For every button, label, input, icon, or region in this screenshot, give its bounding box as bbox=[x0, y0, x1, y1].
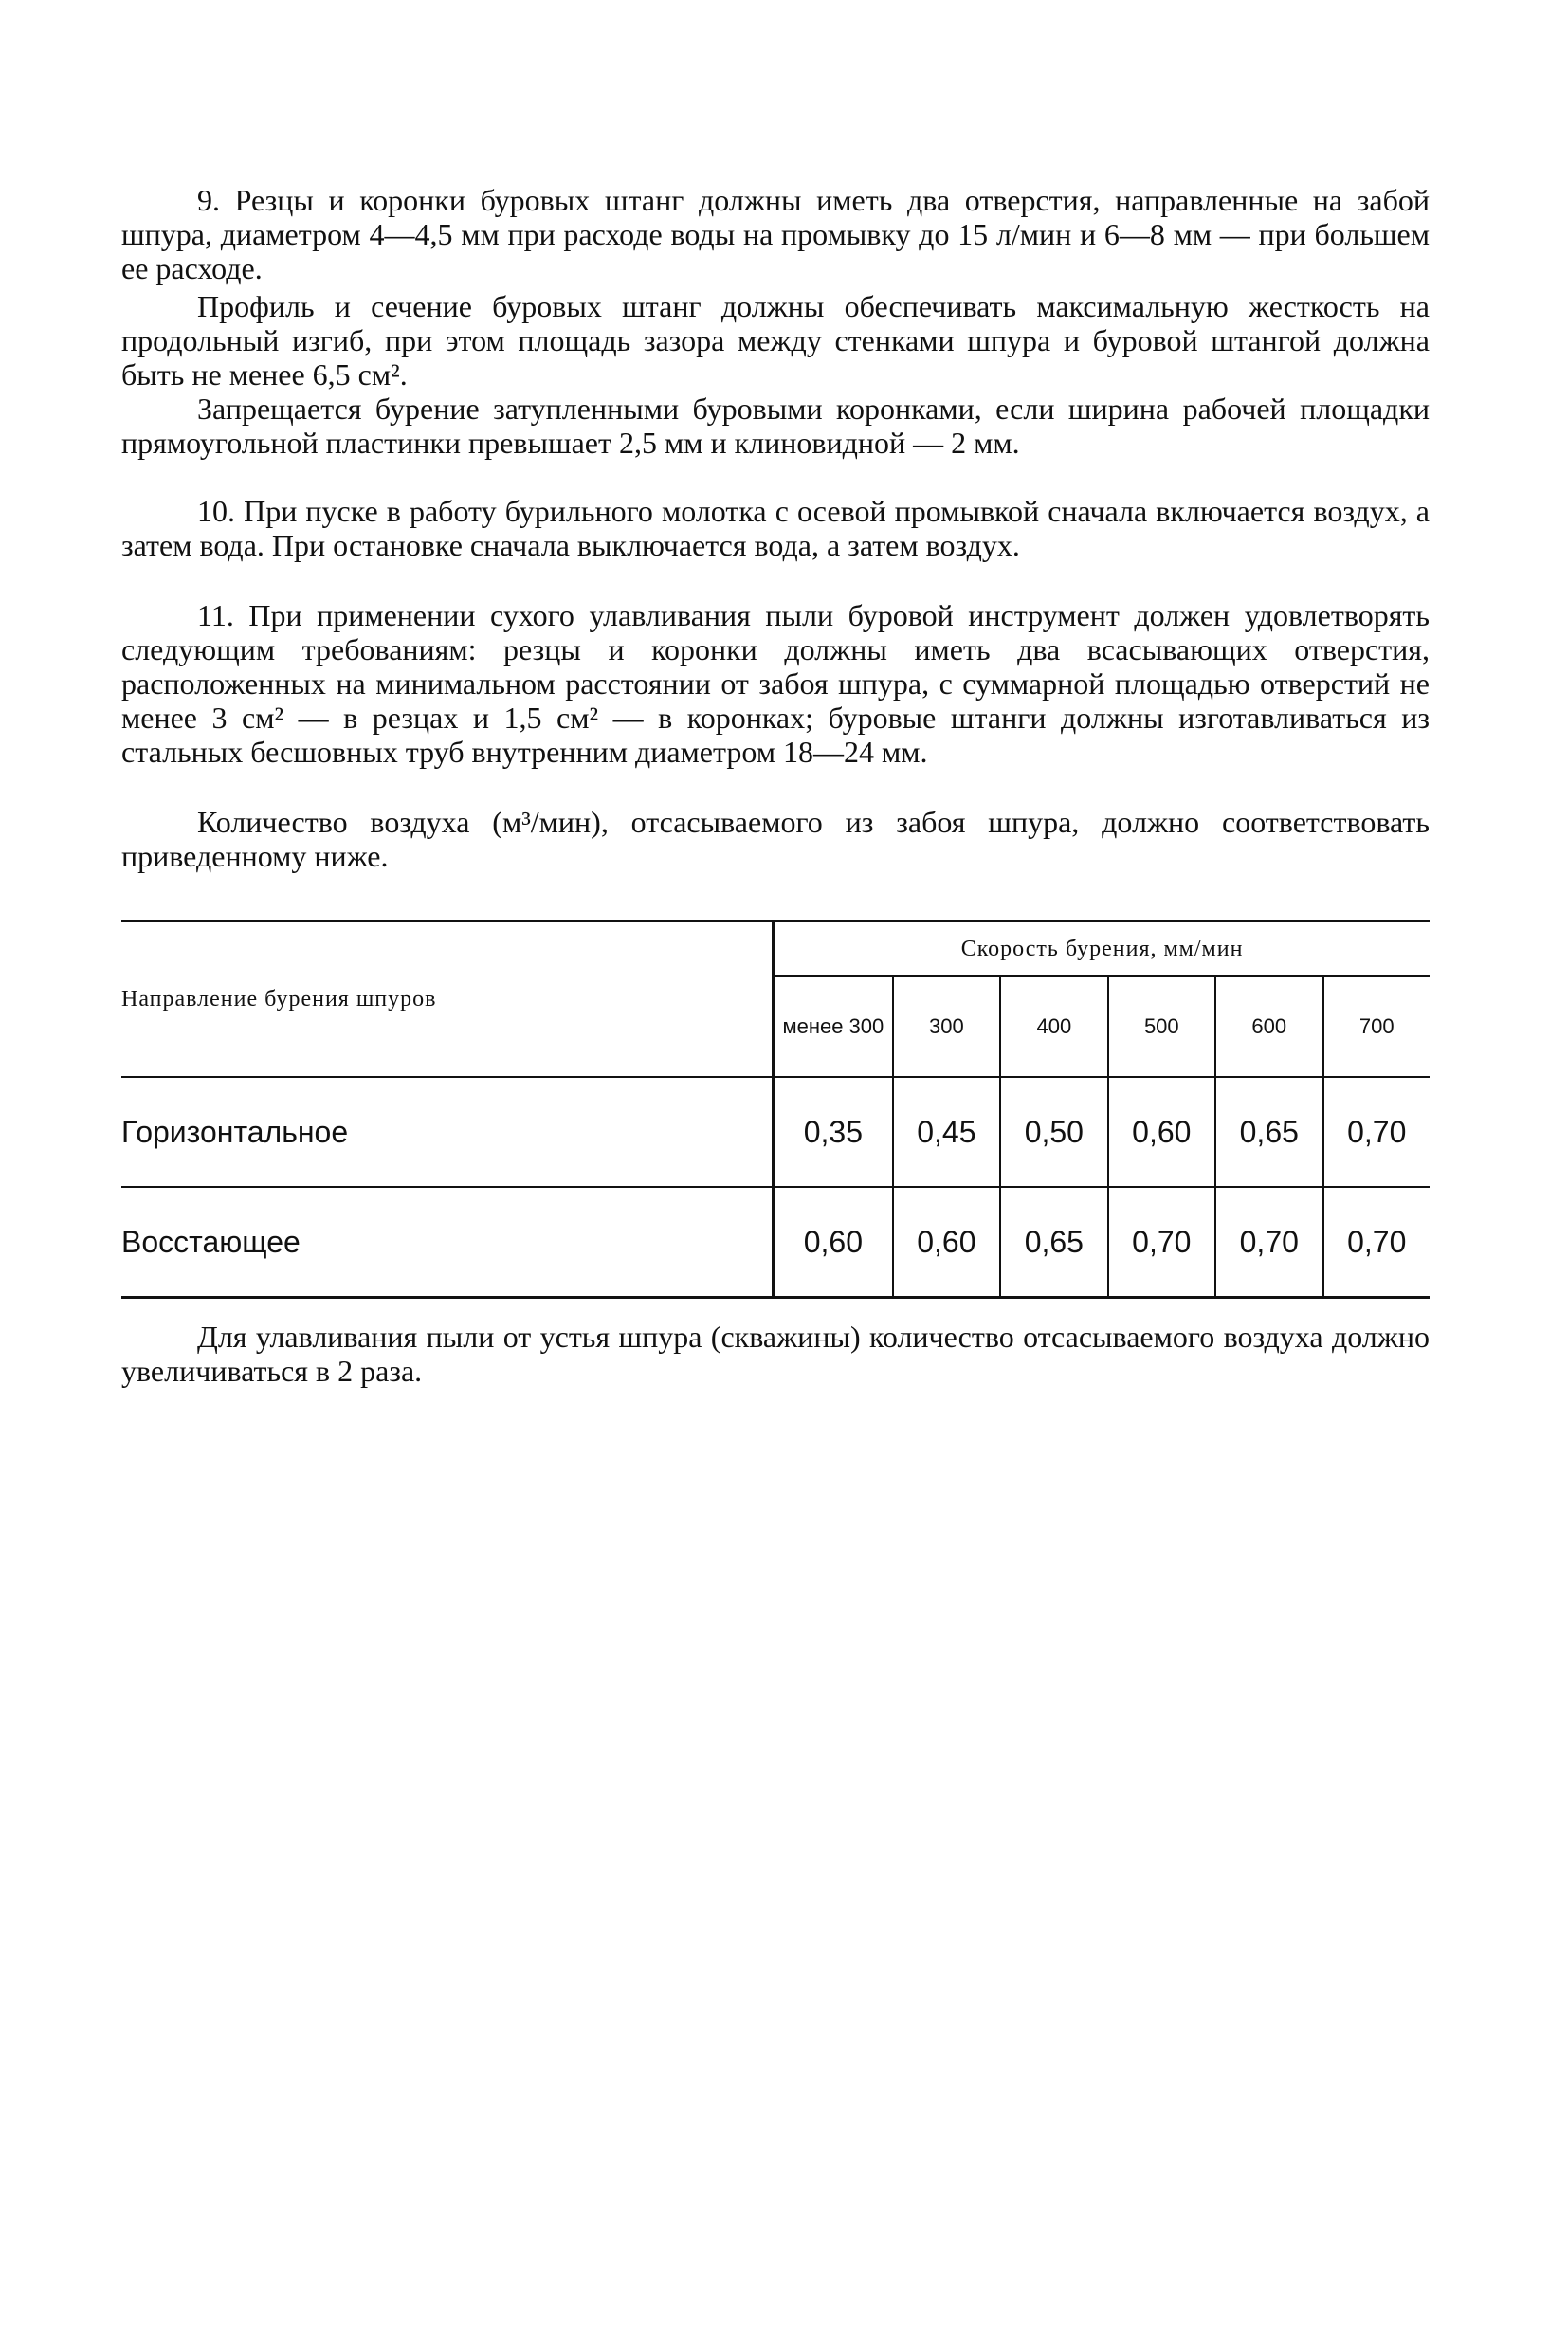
paragraph-11: 11. При применении сухого улавливания пыли буровой инструмент должен удовлетворять следующим требованиям: резцы и коронки должны иметь два всасывающих отверстия, расположенных на минимальном расстоянии от забоя шпура, с суммарной площадью отверстий не менее 3 см² — в резцах и 1,5 см² — в коронках; буровые штанги должны изготавливаться из стальных бесшовных труб внутренним диаметром 18—24 мм. bbox=[121, 598, 1430, 769]
table-cell: 0,35 bbox=[774, 1077, 893, 1187]
paragraph-rod-profile: Профиль и сечение буровых штанг должны обеспечивать максимальную жесткость на продольный изгиб, при этом площадь зазора между стенками шпура и буровой штангой должна быть не менее 6,5 см². bbox=[121, 289, 1430, 392]
paragraph-blunt-bits: Запрещается бурение затупленными буровыми коронками, если ширина рабочей площадки прямоугольной пластинки превышает 2,5 мм и клиновидной — 2 мм. bbox=[121, 392, 1430, 460]
air-quantity-table bbox=[121, 920, 1430, 1299]
paragraph-dust-collection: Для улавливания пыли от устья шпура (скважины) количество отсасываемого воздуха должно увеличиваться в 2 раза. bbox=[121, 1320, 1430, 1388]
speed-header-cell: 600 bbox=[1215, 976, 1322, 1077]
table-cell: 0,60 bbox=[774, 1187, 893, 1298]
table-row bbox=[121, 1187, 1430, 1298]
table-cell: 0,60 bbox=[893, 1187, 1000, 1298]
air-quantity-table-wrapper bbox=[121, 920, 1430, 1299]
table-cell: 0,70 bbox=[1108, 1187, 1215, 1298]
row-label: Горизонтальное bbox=[121, 1077, 774, 1187]
table-cell: 0,65 bbox=[1215, 1077, 1322, 1187]
table-cell: 0,70 bbox=[1323, 1187, 1431, 1298]
speed-header-cell: 500 bbox=[1108, 976, 1215, 1077]
table-row bbox=[121, 1077, 1430, 1187]
row-label: Восстающее bbox=[121, 1187, 774, 1298]
table-cell: 0,70 bbox=[1323, 1077, 1431, 1187]
speed-header-cell: 700 bbox=[1323, 976, 1431, 1077]
table-cell: 0,65 bbox=[1000, 1187, 1107, 1298]
table-cell: 0,70 bbox=[1215, 1187, 1322, 1298]
speed-header-cell: 400 bbox=[1000, 976, 1107, 1077]
speed-group-header: Скорость бурения, мм/мин bbox=[774, 921, 1430, 977]
paragraph-10: 10. При пуске в работу бурильного молотка с осевой промывкой сначала включается воздух, а затем вода. При остановке сначала выключается вода, а затем воздух. bbox=[121, 494, 1430, 562]
paragraph-air-quantity: Количество воздуха (м³/мин), отсасываемого из забоя шпура, должно соответствовать приведенному ниже. bbox=[121, 805, 1430, 873]
speed-header-cell: 300 bbox=[893, 976, 1000, 1077]
table-cell: 0,60 bbox=[1108, 1077, 1215, 1187]
table-header-row bbox=[121, 921, 1430, 977]
table-cell: 0,50 bbox=[1000, 1077, 1107, 1187]
speed-header-cell: менее 300 bbox=[774, 976, 893, 1077]
paragraph-9: 9. Резцы и коронки буровых штанг должны иметь два отверстия, направленные на забой шпура, диаметром 4—4,5 мм при расходе воды на промывку до 15 л/мин и 6—8 мм — при большем ее расходе. bbox=[121, 183, 1430, 285]
direction-column-header: Направление бурения шпуров bbox=[121, 921, 774, 1078]
table-cell: 0,45 bbox=[893, 1077, 1000, 1187]
